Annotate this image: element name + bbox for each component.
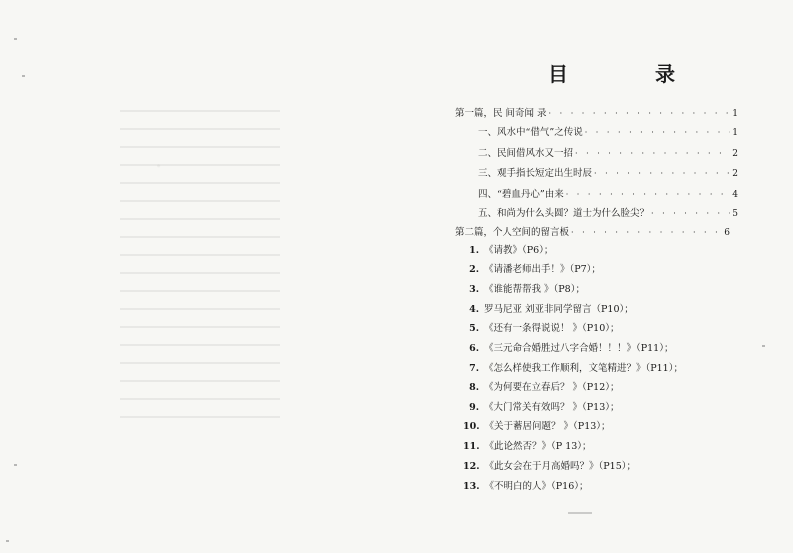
list-item: [463, 262, 601, 278]
item-number: 3.: [469, 284, 479, 295]
dot-leader: [571, 225, 722, 241]
toc-entry-text: 第一篇，民 间奇闻 录: [455, 108, 547, 119]
toc-entry-text: 五、和尚为什么头圆？道士为什么脸尖？: [478, 208, 650, 219]
item-text: 《此论然否？》（P 13）；: [484, 441, 592, 452]
list-item: [463, 380, 620, 396]
item-number: 8.: [469, 382, 479, 393]
toc-row: [455, 225, 730, 241]
scan-speck: [14, 38, 17, 40]
item-number: 5.: [469, 323, 479, 334]
dot-leader: [549, 106, 731, 122]
item-text: 《此女会在于月高婚吗？》（P15）；: [484, 461, 637, 472]
toc-entry-text: 一、风水中“借气”之传说: [478, 127, 583, 138]
toc-entry-text: 四、“碧血丹心”由来: [478, 189, 564, 200]
list-item: [463, 400, 620, 416]
item-number: 11.: [463, 441, 480, 452]
toc-page-number: 1: [732, 128, 738, 138]
item-number: 4.: [469, 304, 479, 315]
item-number: 12.: [463, 461, 480, 472]
page-title: 目 录: [548, 62, 715, 86]
toc-row: [478, 187, 738, 203]
toc-page-number: 2: [732, 169, 738, 179]
item-text: 《请潘老师出手！》（P7）；: [484, 264, 601, 275]
toc-entry-text: 三、观手指长短定出生时辰: [478, 168, 593, 179]
item-number: 13.: [463, 481, 480, 492]
left-page-bleedthrough: [120, 110, 280, 430]
toc-entry-text: 二、民间借风水又一招: [478, 148, 574, 159]
item-text: 《怎么样使我工作顺利，文笔精进？》（P11）；: [484, 363, 683, 374]
list-item: [463, 302, 634, 318]
item-number: 6.: [469, 343, 479, 354]
toc-row: [455, 106, 738, 122]
item-text: 《为何要在立春后？ 》（P12）；: [484, 382, 620, 393]
toc-row: [478, 146, 738, 162]
toc-row: [478, 206, 738, 222]
item-text: 《大门常关有效吗？ 》（P13）；: [484, 402, 620, 413]
toc-row: [478, 125, 738, 141]
item-text: 《请教》（P6）；: [484, 245, 554, 256]
item-number: 7.: [469, 363, 479, 374]
dot-leader: [594, 166, 730, 182]
list-item: [463, 439, 592, 455]
dot-leader: [575, 146, 730, 162]
toc-page-number: 4: [732, 190, 738, 200]
toc-entry-text: 第二篇，个人空间的留言板: [455, 227, 570, 238]
toc-page-number: 5: [732, 209, 738, 219]
list-item: [463, 479, 589, 495]
item-text: 《谁能帮帮我 》（P8）；: [484, 284, 585, 295]
page-footer-mark: [568, 512, 592, 514]
list-item: [463, 282, 585, 298]
toc-page-number: 2: [732, 149, 738, 159]
item-number: 2.: [469, 264, 479, 275]
scan-speck: [6, 540, 9, 542]
list-item: [463, 341, 673, 357]
scan-speck: [14, 464, 17, 466]
item-text: 《三元命合婚胜过八字合婚！！！》（P11）；: [484, 343, 674, 354]
item-text: 罗马尼亚 刘亚非同学留言（P10）；: [484, 304, 634, 315]
toc-page-number: 1: [732, 109, 738, 119]
list-item: [463, 419, 611, 435]
item-number: 10.: [463, 421, 480, 432]
list-item: [463, 459, 636, 475]
toc-row: [478, 166, 738, 182]
list-item: [463, 243, 553, 259]
scan-speck: [22, 75, 25, 77]
toc-page-number: 6: [724, 228, 730, 238]
scan-speck: [762, 345, 765, 347]
dot-leader: [651, 206, 730, 222]
dot-leader: [585, 125, 731, 141]
item-number: 1.: [469, 245, 479, 256]
item-text: 《不明白的人》（P16）；: [484, 481, 589, 492]
item-text: 《还有一条得说说！ 》（P10）；: [484, 323, 620, 334]
item-number: 9.: [469, 402, 479, 413]
list-item: [463, 361, 683, 377]
dot-leader: [566, 187, 731, 203]
item-text: 《关于蓄居问题？ 》（P13）；: [484, 421, 611, 432]
list-item: [463, 321, 620, 337]
